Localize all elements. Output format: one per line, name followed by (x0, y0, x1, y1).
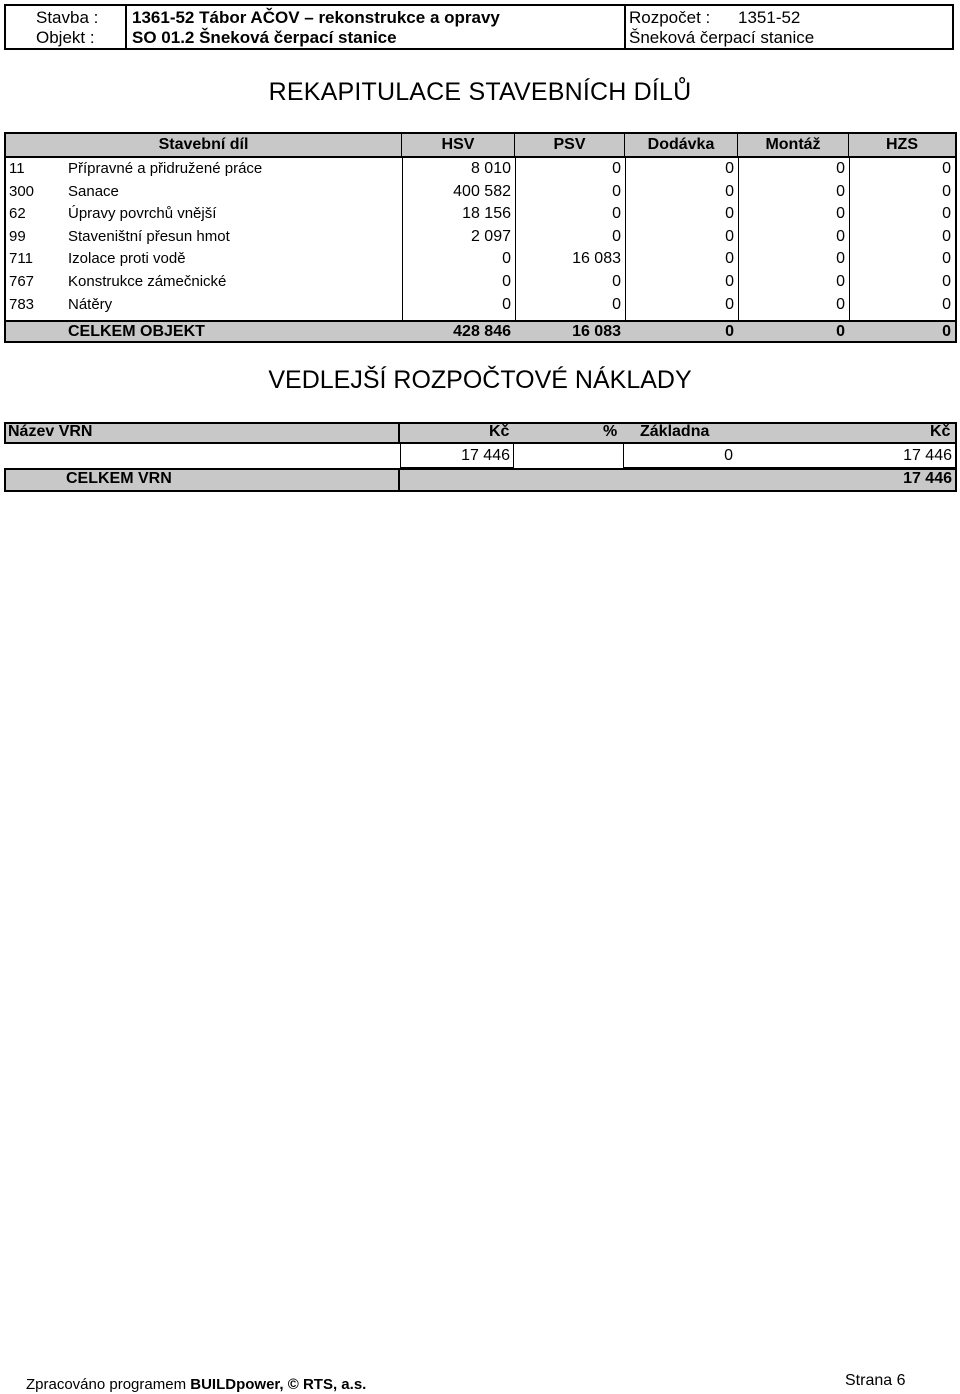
row-hsv: 0 (502, 273, 511, 290)
row-hzs: 0 (942, 160, 951, 177)
table-row (6, 248, 955, 270)
row-hsv: 18 156 (462, 205, 511, 223)
col-header-psv: PSV (515, 134, 625, 156)
row-dodavka: 0 (725, 273, 734, 290)
total-hsv: 428 846 (453, 323, 511, 340)
row-hsv: 2 097 (470, 227, 511, 245)
row-name: Staveništní přesun hmot (68, 227, 230, 245)
header-values (127, 6, 626, 48)
row-hsv: 8 010 (470, 160, 511, 177)
row-name: Přípravné a přidružené práce (68, 160, 263, 177)
row-psv: 0 (612, 182, 621, 200)
row-code: 783 (9, 295, 35, 313)
row-dodavka: 0 (725, 182, 734, 200)
stavba-value: 1361-52 Tábor AČOV – rekonstrukce a opravy (132, 8, 500, 27)
table-row (6, 294, 955, 316)
rozpocet-value: 1351-52 (738, 8, 801, 27)
row-montaz: 0 (836, 205, 845, 223)
row-psv: 0 (612, 295, 621, 313)
row-hsv: 400 582 (453, 182, 511, 200)
footer-credit (26, 1376, 366, 1393)
row-psv: 0 (612, 227, 621, 245)
row-dodavka: 0 (725, 160, 734, 177)
page-number: Strana 6 (845, 1372, 906, 1389)
row-montaz: 0 (836, 160, 845, 177)
table-row (6, 226, 955, 248)
col-header-stavebni-dil: Stavební díl (6, 134, 402, 156)
row-hzs: 0 (942, 273, 951, 290)
objekt-label: Objekt : (36, 28, 95, 47)
table-row (6, 203, 955, 225)
row-montaz: 0 (836, 273, 845, 290)
vrn-col-kc: Kč (489, 423, 510, 440)
table-row (6, 181, 955, 203)
page-title: REKAPITULACE STAVEBNÍCH DÍLŮ (268, 78, 692, 106)
vrn-total-kc: 17 446 (903, 470, 952, 487)
row-dodavka: 0 (725, 250, 734, 268)
rozpocet-label: Rozpočet : (629, 8, 711, 27)
row-psv: 0 (612, 205, 621, 223)
total-dodavka: 0 (725, 323, 734, 340)
header-labels (6, 6, 127, 48)
row-montaz: 0 (836, 250, 845, 268)
rozpocet-name: Šneková čerpací stanice (629, 28, 815, 47)
row-dodavka: 0 (725, 227, 734, 245)
row-code: 767 (9, 273, 35, 290)
total-psv: 16 083 (572, 323, 621, 340)
row-psv: 0 (612, 160, 621, 177)
row-montaz: 0 (836, 227, 845, 245)
row-code: 711 (9, 250, 33, 268)
row-montaz: 0 (836, 295, 845, 313)
row-hzs: 0 (942, 295, 951, 313)
row-code: 99 (9, 227, 26, 245)
vrn-row-kc: 17 446 (461, 447, 510, 464)
row-hsv: 0 (502, 295, 511, 313)
header-rozpocet (626, 6, 952, 48)
row-hzs: 0 (942, 250, 951, 268)
row-psv: 16 083 (572, 250, 621, 268)
total-hzs: 0 (942, 323, 951, 340)
header-box (4, 4, 954, 50)
col-header-montaz: Montáž (738, 134, 849, 156)
row-code: 11 (9, 160, 25, 177)
vrn-title: VEDLEJŠÍ ROZPOČTOVÉ NÁKLADY (268, 366, 692, 394)
row-name: Konstrukce zámečnické (68, 273, 227, 290)
recap-table (4, 132, 957, 343)
vrn-col-zakladna: Základna (640, 423, 710, 440)
vrn-col-name: Název VRN (8, 423, 93, 440)
vrn-total-label-cell (4, 468, 400, 492)
row-psv: 0 (612, 273, 621, 290)
objekt-value: SO 01.2 Šneková čerpací stanice (132, 28, 397, 47)
col-header-dodavka: Dodávka (625, 134, 738, 156)
stavba-label: Stavba : (36, 8, 99, 27)
row-code: 62 (9, 205, 26, 223)
table-row (6, 158, 955, 180)
vrn-col-pct: % (603, 423, 618, 440)
col-header-hsv: HSV (402, 134, 515, 156)
row-name: Sanace (68, 182, 119, 200)
row-code: 300 (9, 182, 35, 200)
footer-prefix: Zpracováno programem (26, 1376, 191, 1393)
row-name: Nátěry (68, 295, 113, 313)
total-label: CELKEM OBJEKT (68, 323, 205, 340)
vrn-total-label: CELKEM VRN (66, 470, 172, 487)
row-name: Úpravy povrchů vnější (68, 205, 217, 223)
row-montaz: 0 (836, 182, 845, 200)
total-montaz: 0 (836, 323, 845, 340)
row-hzs: 0 (942, 227, 951, 245)
table-total-row (6, 320, 955, 341)
vrn-row-pct: 0 (724, 447, 733, 464)
row-hzs: 0 (942, 182, 951, 200)
row-name: Izolace proti vodě (68, 250, 186, 268)
row-dodavka: 0 (725, 295, 734, 313)
vrn-table (4, 422, 957, 492)
vrn-row-kc2: 17 446 (903, 447, 952, 464)
footer-program: BUILDpower, © RTS, a.s. (190, 1376, 367, 1393)
row-dodavka: 0 (725, 205, 734, 223)
vrn-col-kc2: Kč (930, 423, 951, 440)
row-hsv: 0 (502, 250, 511, 268)
col-header-hzs: HZS (886, 136, 918, 153)
row-hzs: 0 (942, 205, 951, 223)
table-header-row (6, 134, 955, 158)
table-row (6, 271, 955, 293)
